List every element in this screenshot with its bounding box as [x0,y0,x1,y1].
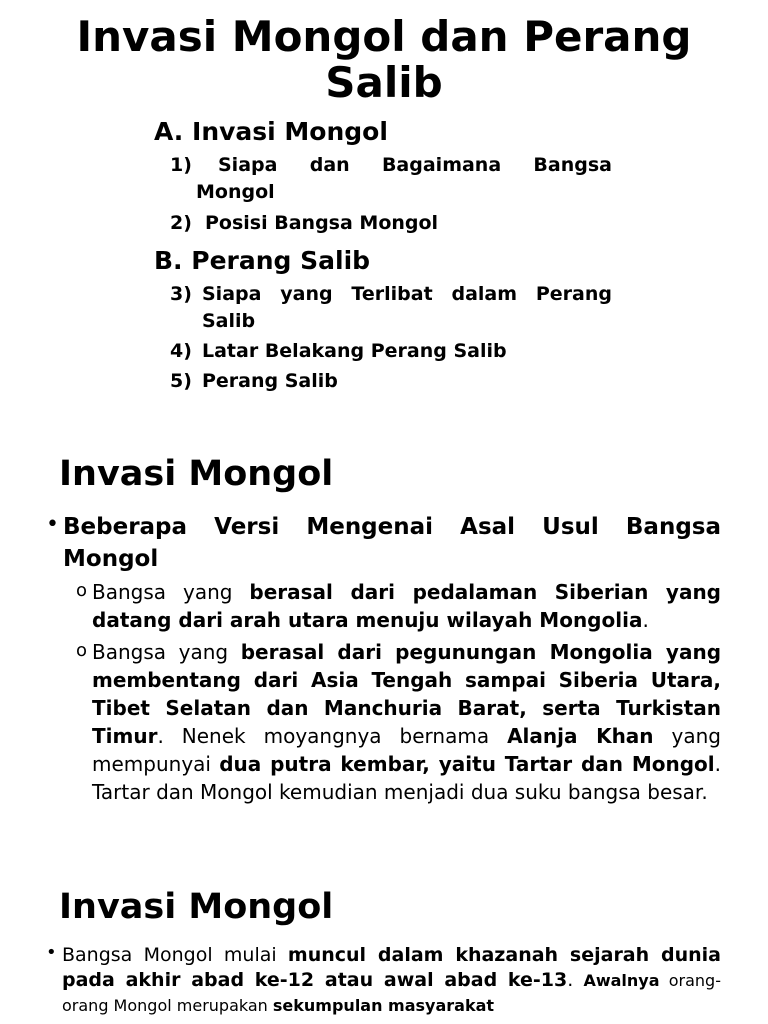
bullet-paragraph: Bangsa Mongol mulai muncul dalam khazanah sejarah dunia pada akhir abad ke-12 atau awal abad ke-13. Awalnya orang-orang Mongol merupakan sekumpulan masyarakat [62,944,721,1015]
bullet-icon: • [46,512,59,537]
agenda-item-number: 1) [170,154,192,176]
agenda-item-number: 2) [170,212,192,234]
slide-heading: Invasi Mongol [59,887,334,927]
agenda-item-text: Latar Belakang Perang Salib [202,340,507,362]
slide-heading: Invasi Mongol [59,454,334,494]
agenda-item-number: 4) [170,340,192,362]
section-b-heading: B. Perang Salib [154,246,371,275]
agenda-item-number: 5) [170,370,192,392]
section-a-heading: A. Invasi Mongol [154,117,388,146]
agenda-item-text: Siapa yang Terlibat dalam Perang Salib [202,283,612,332]
agenda-item-text: Siapa dan Bagaimana Bangsa Mongol [196,154,612,203]
agenda-item-text: Perang Salib [202,370,338,392]
sub-bullet-icon: o [76,640,88,661]
bullet-icon: • [46,942,57,963]
agenda-item-text: Posisi Bangsa Mongol [205,212,439,234]
sub-bullet-text-1: Bangsa yang berasal dari pedalaman Siberian yang datang dari arah utara menuju wilayah Mongolia. [92,580,721,632]
sub-bullet-text-2: Bangsa yang berasal dari pegunungan Mongolia yang membentang dari Asia Tengah sampai Siberia Utara, Tibet Selatan dan Manchuria Barat, serta Turkistan Timur. Nenek moyangnya bernama Alanja Khan yang mempunyai dua putra kembar, yaitu Tartar dan Mongol. Tartar dan Mongol kemudian menjadi dua suku bangsa besar. [92,640,722,804]
agenda-item-number: 3) [170,283,192,305]
bullet-point: Beberapa Versi Mengenai Asal Usul Bangsa Mongol [63,514,721,572]
sub-bullet-icon: o [76,580,88,601]
slide-title: Invasi Mongol dan Perang Salib [76,12,692,107]
